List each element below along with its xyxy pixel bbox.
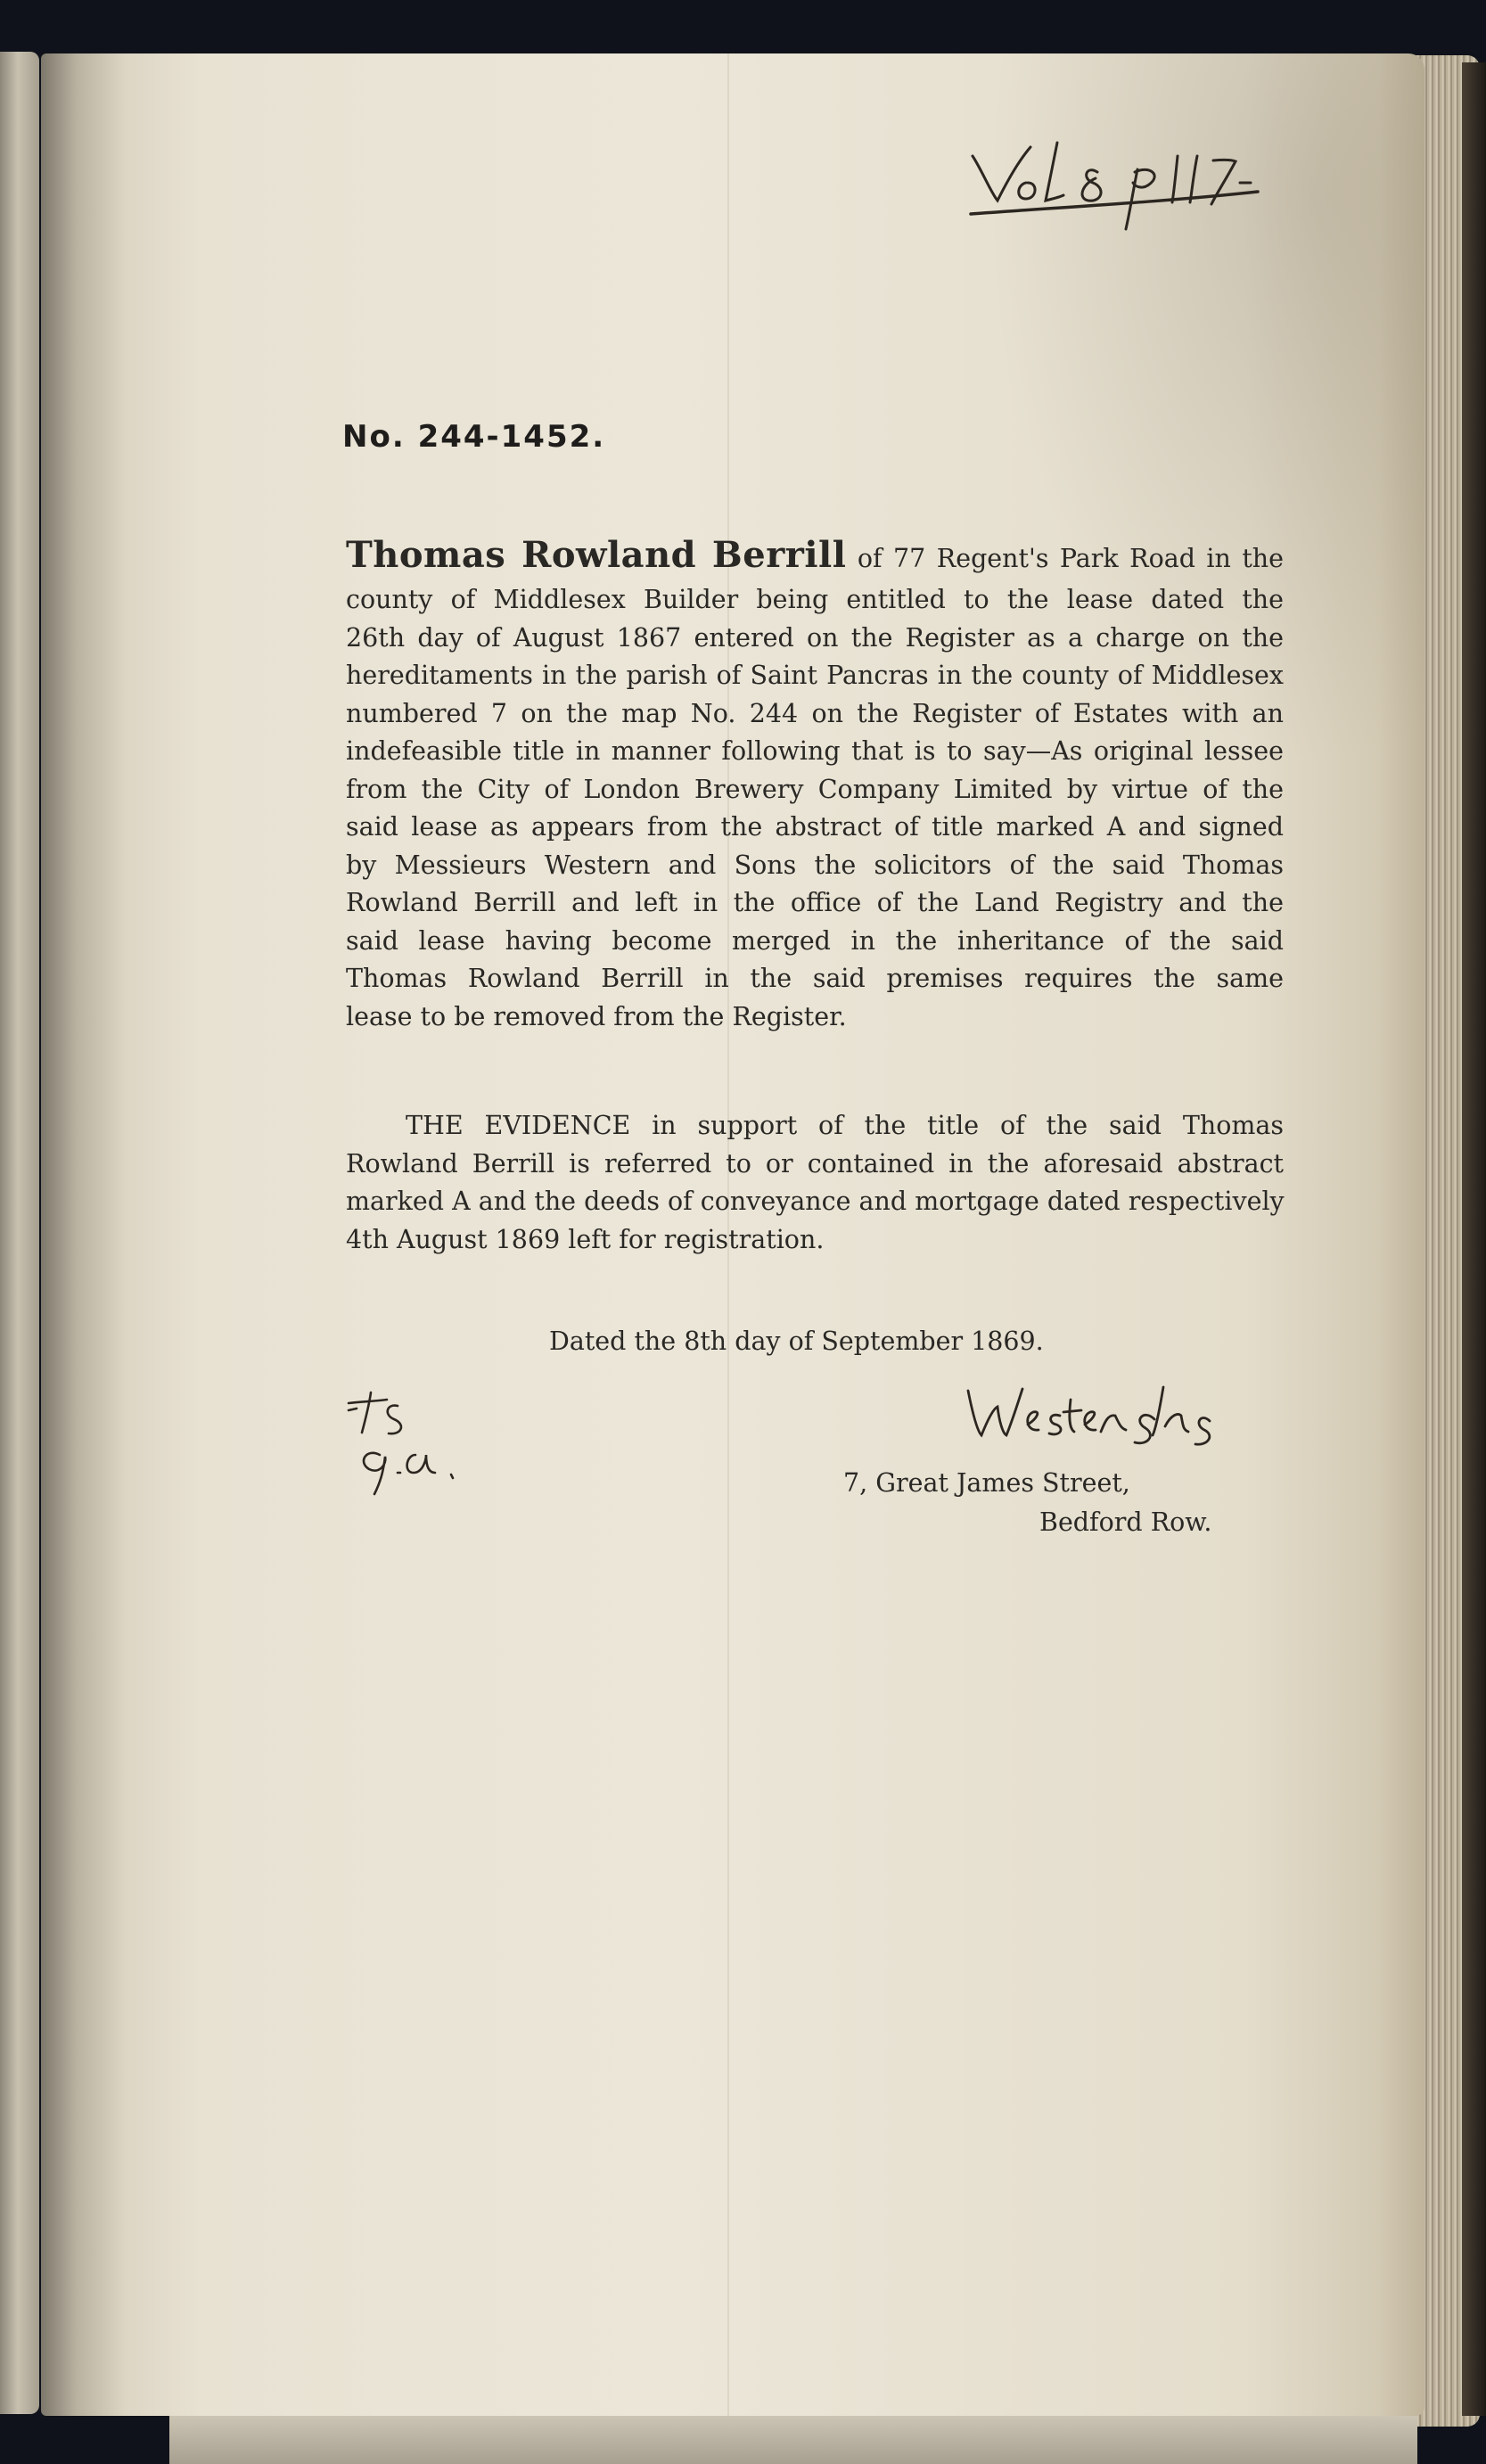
paragraph-line: indefeasible title in manner following that is to say—As original lessee [346,736,1284,766]
paragraph-line: 26th day of August 1867 entered on the Register as a charge on the [346,622,1284,653]
evidence-line: Rowland Berrill is referred to or contained in the aforesaid abstract [346,1148,1284,1179]
lower-page-edge [169,2412,1417,2464]
binding-shadow [1462,62,1486,2416]
handwritten-initials [344,1384,487,1508]
paragraph-line: lease to be removed from the Register. [346,1001,847,1031]
paragraph-line: by Messieurs Western and Sons the solicitors of the said Thomas [346,850,1284,880]
evidence-paragraph [346,1107,1284,1259]
paragraph-line: hereditaments in the parish of Saint Pancras in the county of Middlesex [346,661,1284,690]
document-page [41,53,1424,2416]
facing-page-edge [0,52,39,2414]
paragraph-line [346,530,1284,581]
address-line-1: 7, Great James Street, [843,1468,1130,1498]
paragraph-line-text: of 77 Regent's Park Road in the [846,544,1285,573]
paragraph-line: Thomas Rowland Berrill in the said premises requires the same [346,964,1284,993]
applicant-name: Thomas Rowland Berrill [346,534,847,576]
address-line-2: Bedford Row. [1039,1507,1212,1537]
registration-number: No. 244-1452. [342,419,606,455]
evidence-line: marked A and the deeds of conveyance and mortgage dated respectively [346,1187,1285,1216]
application-paragraph [346,530,1284,1036]
solicitor-address [843,1464,1236,1542]
handwritten-volume-reference [964,129,1267,236]
paragraph-line: Rowland Berrill and left in the office of the Land Registry and the [346,888,1284,917]
paragraph-line: said lease having become merged in the inheritance of the said [346,925,1284,956]
paragraph-line: county of Middlesex Builder being entitled to the lease dated the [346,585,1284,614]
evidence-line: THE EVIDENCE in support of the title of the said Thomas [406,1111,1284,1140]
dated-line: Dated the 8th day of September 1869. [549,1326,1044,1356]
paragraph-line: numbered 7 on the map No. 244 on the Register of Estates with an [346,698,1284,728]
paragraph-line: said lease as appears from the abstract of title marked A and signed [346,812,1284,842]
paragraph-line: from the City of London Brewery Company Limited by virtue of the [346,774,1284,804]
evidence-line: 4th August 1869 left for registration. [346,1224,825,1254]
handwritten-signature [964,1373,1231,1453]
